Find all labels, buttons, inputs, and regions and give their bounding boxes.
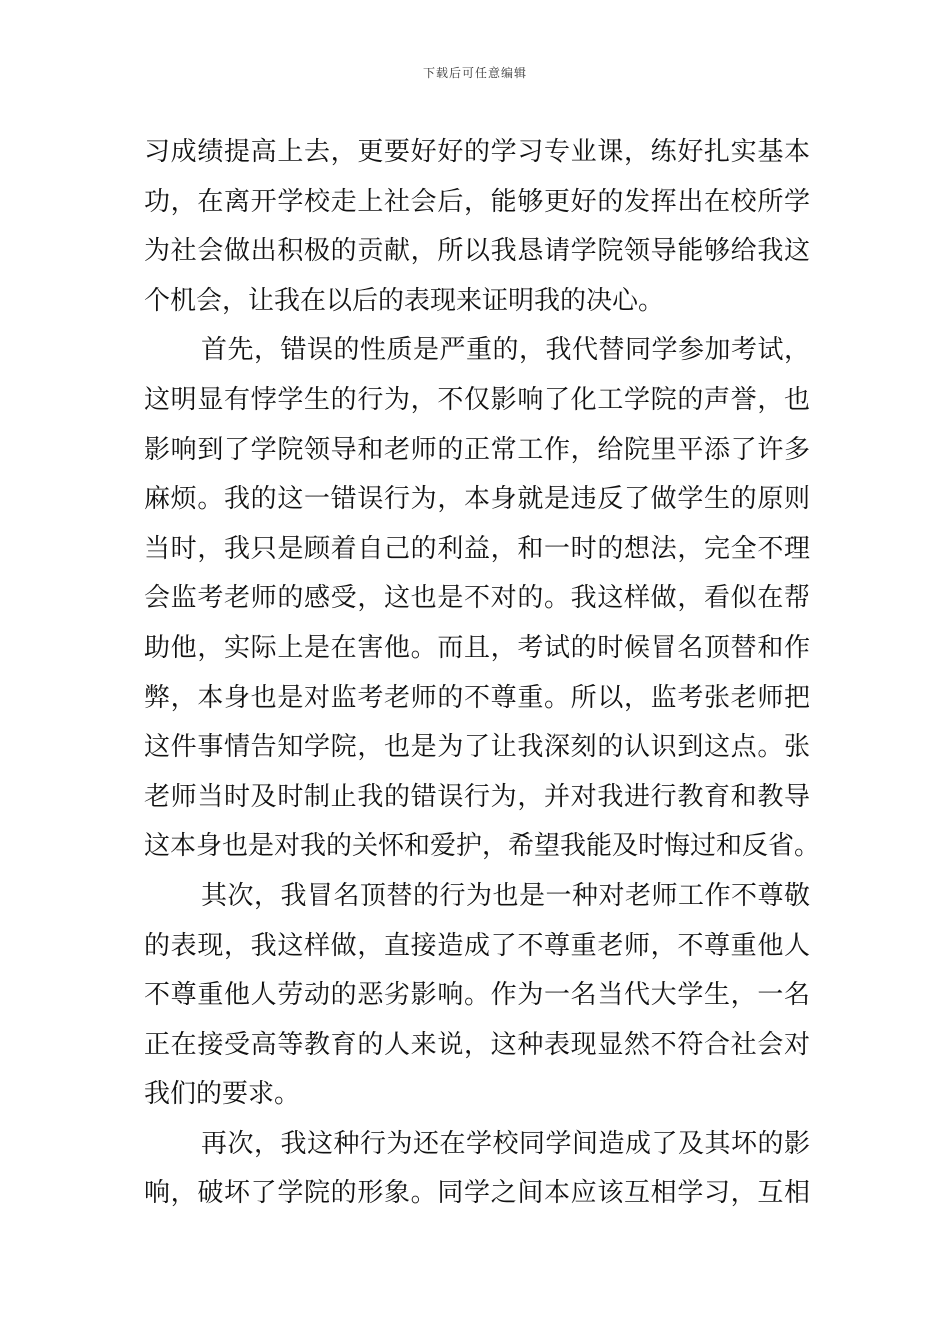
text-line: 不尊重他人劳动的恶劣影响。作为一名当代大学生，一名 — [144, 980, 810, 1011]
text-line: 响，破坏了学院的形象。同学之间本应该互相学习，互相 — [144, 1178, 810, 1209]
text-line: 老师当时及时制止我的错误行为，并对我进行教育和教导 — [144, 781, 810, 812]
text-line: 习成绩提高上去，更要好好的学习专业课，练好扎实基本 — [144, 137, 810, 167]
body-text — [144, 128, 821, 1219]
text-line: 我们的要求。 — [144, 1079, 301, 1110]
text-line: 这明显有悖学生的行为，不仅影响了化工学院的声誉，也 — [144, 384, 810, 415]
page-header: 下载后可任意编辑 — [422, 66, 527, 80]
text-line: 为社会做出积极的贡献，所以我恳请学院领导能够给我这 — [144, 236, 810, 267]
text-line: 的表现，我这样做，直接造成了不尊重老师，不尊重他人 — [144, 930, 810, 961]
text-line: 个机会，让我在以后的表现来证明我的决心。 — [144, 285, 665, 316]
text-line: 当时，我只是顾着自己的利益，和一时的想法，完全不理 — [144, 533, 810, 564]
text-line: 功，在离开学校走上社会后，能够更好的发挥出在校所学 — [144, 186, 810, 217]
text-line: 正在接受高等教育的人来说，这种表现显然不符合社会对 — [144, 1029, 810, 1060]
text-line: 麻烦。我的这一错误行为，本身就是违反了做学生的原则 — [144, 484, 810, 515]
text-line: 再次，我这种行为还在学校同学间造成了及其坏的影 — [201, 1128, 810, 1159]
text-line: 影响到了学院领导和老师的正常工作，给院里平添了许多 — [144, 434, 810, 465]
text-line: 这本身也是对我的关怀和爱护，希望我能及时悔过和反省。 — [144, 831, 821, 862]
text-line: 助他，实际上是在害他。而且，考试的时候冒名顶替和作 — [144, 632, 810, 663]
text-line: 首先，错误的性质是严重的，我代替同学参加考试， — [201, 335, 810, 366]
text-line: 其次，我冒名顶替的行为也是一种对老师工作不尊敬 — [201, 880, 810, 911]
text-line: 弊，本身也是对监考老师的不尊重。所以，监考张老师把 — [144, 682, 810, 713]
text-line: 这件事情告知学院，也是为了让我深刻的认识到这点。张 — [144, 732, 810, 763]
text-line: 会监考老师的感受，这也是不对的。我这样做，看似在帮 — [144, 583, 810, 614]
